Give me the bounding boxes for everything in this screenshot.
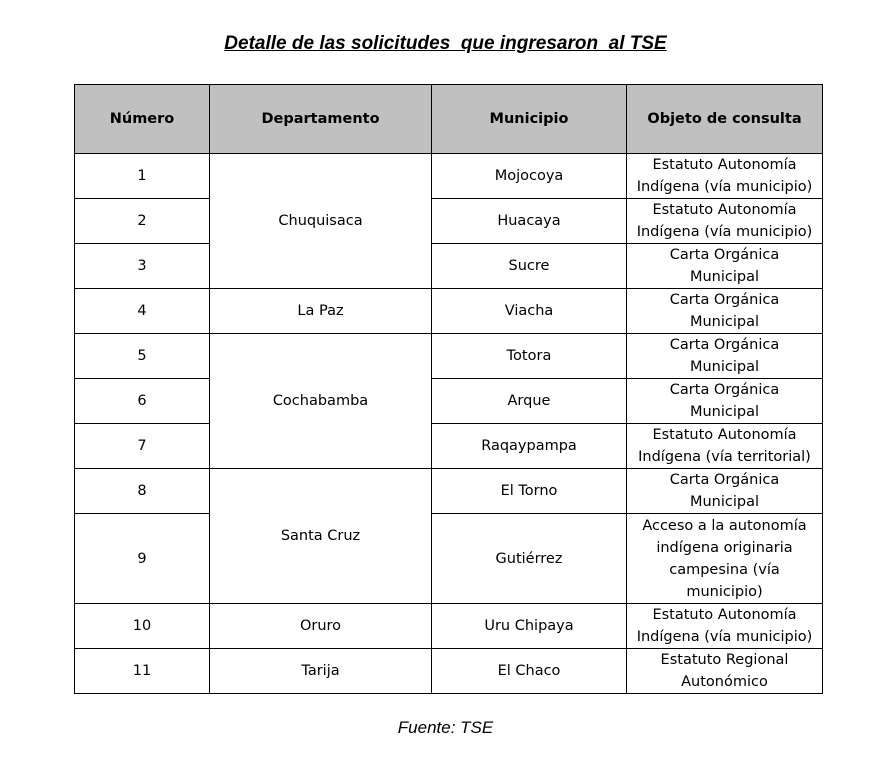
cell-numero: 2: [75, 199, 210, 244]
table-row: [75, 334, 823, 379]
table-row: [75, 649, 823, 694]
cell-municipio: Uru Chipaya: [432, 604, 627, 649]
cell-numero: 3: [75, 244, 210, 289]
cell-departamento: Cochabamba: [210, 334, 432, 469]
table-row: [75, 289, 823, 334]
cell-municipio: Mojocoya: [432, 154, 627, 199]
header-municipio: Municipio: [432, 85, 627, 154]
cell-municipio: Totora: [432, 334, 627, 379]
cell-objeto: Carta Orgánica Municipal: [627, 379, 823, 424]
cell-municipio: Huacaya: [432, 199, 627, 244]
table-header-row: [75, 85, 823, 154]
table-row: [75, 154, 823, 199]
cell-objeto: Carta Orgánica Municipal: [627, 289, 823, 334]
cell-numero: 9: [75, 514, 210, 604]
header-numero: Número: [75, 85, 210, 154]
cell-municipio: El Chaco: [432, 649, 627, 694]
table-row: [75, 244, 823, 289]
table-row: [75, 469, 823, 514]
cell-objeto: Carta Orgánica Municipal: [627, 469, 823, 514]
cell-municipio: Gutiérrez: [432, 514, 627, 604]
cell-departamento: La Paz: [210, 289, 432, 334]
cell-departamento: Chuquisaca: [210, 154, 432, 289]
cell-numero: 11: [75, 649, 210, 694]
cell-numero: 4: [75, 289, 210, 334]
document-title: Detalle de las solicitudes que ingresaron al TSE: [224, 33, 667, 54]
cell-departamento: Oruro: [210, 604, 432, 649]
cell-municipio: El Torno: [432, 469, 627, 514]
cell-numero: 1: [75, 154, 210, 199]
table-row: [75, 604, 823, 649]
cell-numero: 6: [75, 379, 210, 424]
cell-municipio: Sucre: [432, 244, 627, 289]
cell-municipio: Raqaypampa: [432, 424, 627, 469]
table-row: [75, 199, 823, 244]
cell-municipio: Viacha: [432, 289, 627, 334]
cell-objeto: Carta Orgánica Municipal: [627, 334, 823, 379]
cell-numero: 5: [75, 334, 210, 379]
cell-numero: 8: [75, 469, 210, 514]
cell-objeto: Carta Orgánica Municipal: [627, 244, 823, 289]
cell-objeto: Estatuto Autonomía Indígena (vía territorial): [627, 424, 823, 469]
cell-objeto: Estatuto Autonomía Indígena (vía municipio): [627, 199, 823, 244]
cell-objeto: Estatuto Regional Autonómico: [627, 649, 823, 694]
cell-departamento: Santa Cruz: [210, 469, 432, 604]
cell-numero: 7: [75, 424, 210, 469]
cell-departamento: Tarija: [210, 649, 432, 694]
cell-municipio: Arque: [432, 379, 627, 424]
table-row: [75, 379, 823, 424]
cell-objeto: Acceso a la autonomía indígena originaria campesina (vía municipio): [627, 514, 823, 604]
requests-table: [74, 84, 823, 694]
cell-objeto: Estatuto Autonomía Indígena (vía municipio): [627, 604, 823, 649]
header-objeto-consulta: Objeto de consulta: [627, 85, 823, 154]
cell-objeto: Estatuto Autonomía Indígena (vía municipio): [627, 154, 823, 199]
table-row: [75, 424, 823, 469]
header-departamento: Departamento: [210, 85, 432, 154]
table-row: [75, 514, 823, 604]
cell-numero: 10: [75, 604, 210, 649]
source-note: Fuente: TSE: [397, 718, 494, 737]
